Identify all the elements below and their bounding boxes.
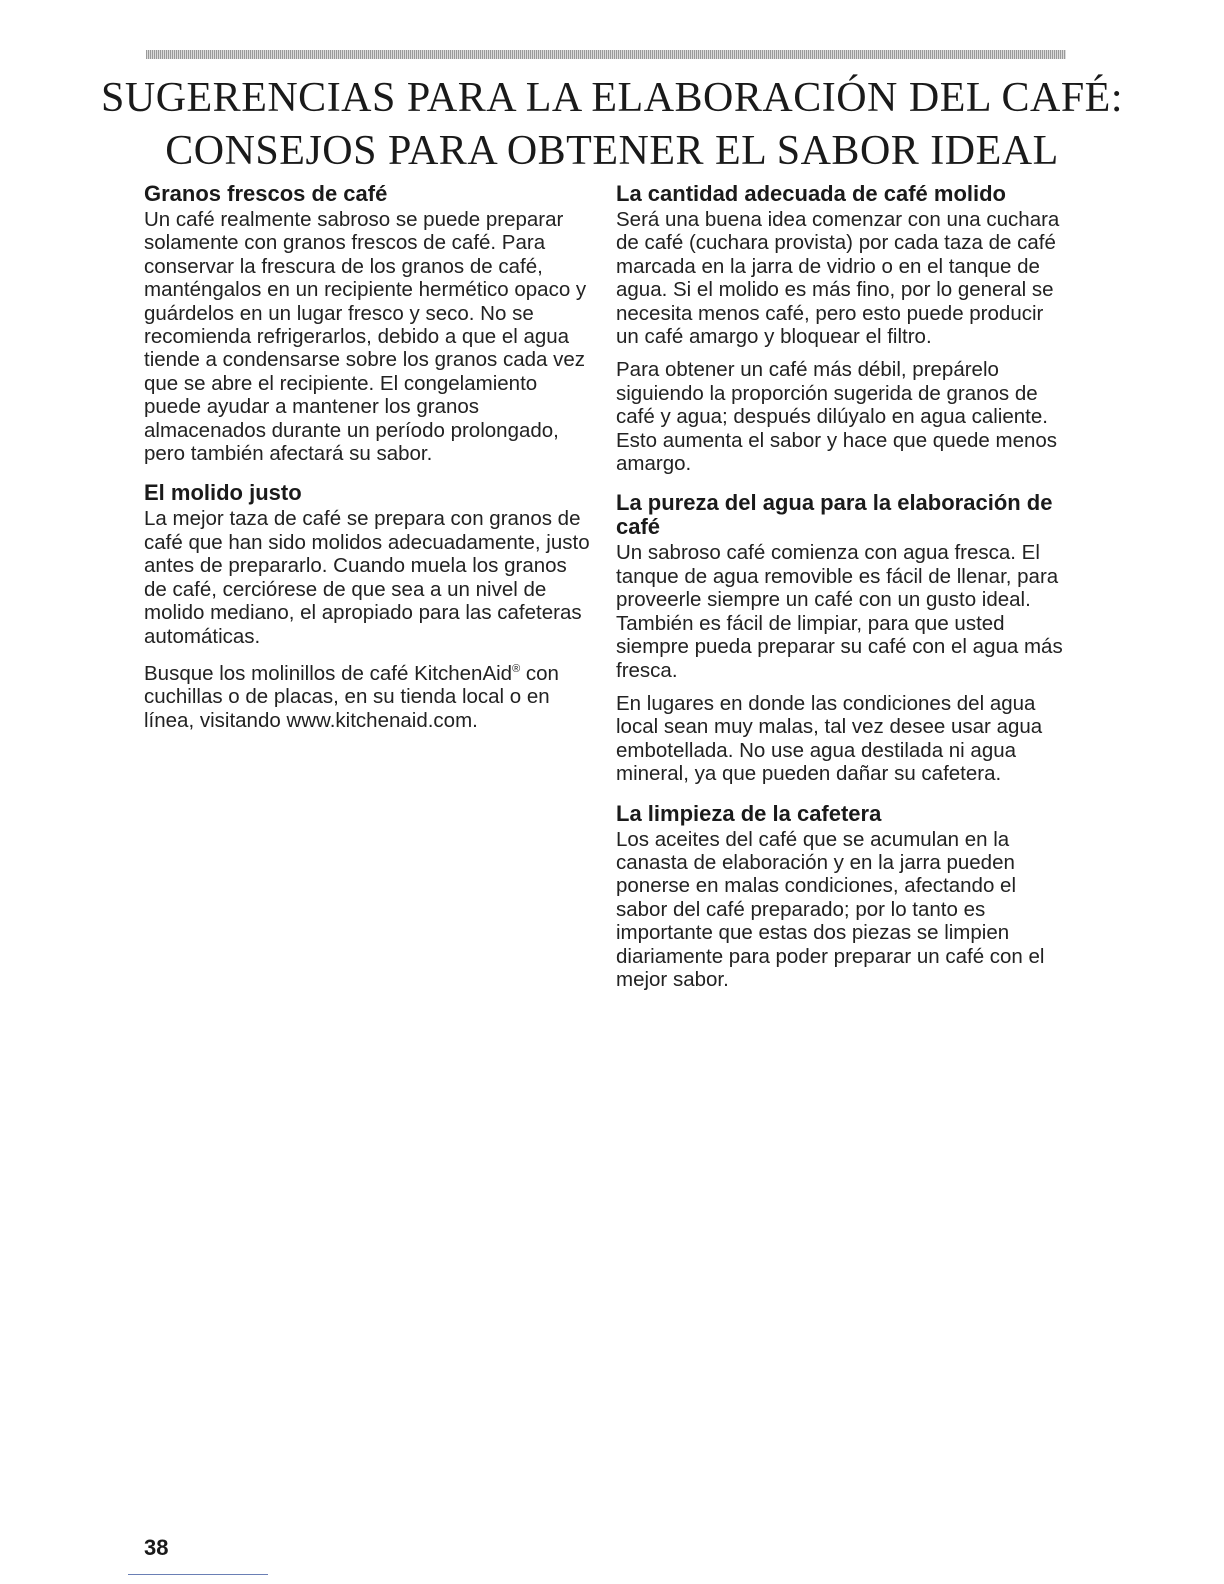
section-paragraph: En lugares en donde las condiciones del agua local sean muy malas, tal vez desee usar agua embotellada. No use agua destilada ni agua mineral, ya que pueden dañar su cafetera. — [616, 691, 1043, 786]
page-title — [100, 72, 1124, 178]
top-decorative-rule — [146, 50, 1066, 59]
page-number: 38 — [144, 1535, 169, 1560]
registered-mark: ® — [512, 662, 521, 675]
right-column — [616, 182, 1068, 1007]
left-column — [144, 182, 594, 748]
section-paragraph: La mejor taza de café se prepara con granos de café que han sido molidos adecuadamente, justo antes de prepararlo. Cuando muela los granos de café, cerciórese de que sea a un nivel de molido mediano, el apropiado para las cafeteras automáticas. — [144, 507, 590, 648]
section-paragraph: Para obtener un café más débil, prepárelo siguiendo la proporción sugerida de granos de café y agua; después dilúyalo en agua caliente. Esto aumenta el sabor y hace que quede menos amargo. — [616, 358, 1058, 476]
bottom-rule — [128, 1574, 268, 1575]
grinders-text-start: Busque los molinillos de café KitchenAid — [144, 661, 513, 685]
section-cleaning — [616, 802, 1068, 992]
section-heading: La limpieza de la cafetera — [616, 800, 882, 826]
section-coffee-amount — [616, 182, 1068, 475]
grinders-text-end: con cuchillas o de placas, en su tienda local o en línea, visitando www.kitchenaid.com. — [144, 661, 559, 732]
section-heading: La cantidad adecuada de café molido — [616, 181, 1006, 206]
section-paragraph: Un sabroso café comienza con agua fresca. El tanque de agua removible es fácil de llenar, para proveerle siempre un café con un gusto ideal. También es fácil de limpiar, para que usted siempre pueda preparar su café con el agua más fresca. — [616, 541, 1063, 682]
section-paragraph-grinders — [144, 658, 594, 732]
title-line-2: CONSEJOS PARA OBTENER EL SABOR IDEAL — [165, 128, 1059, 174]
section-right-grind — [144, 481, 594, 731]
section-heading: El molido justo — [144, 480, 302, 506]
section-heading: Granos frescos de café — [144, 181, 388, 206]
title-line-1: SUGERENCIAS PARA LA ELABORACIÓN DEL CAFÉ: — [101, 75, 1123, 121]
section-paragraph: Un café realmente sabroso se puede preparar solamente con granos frescos de café. Para conservar la frescura de los granos de café, manténgalos en un recipiente hermético opaco y guárdelos en un lugar fresco y seco. No se recomienda refrigerarlos, debido a que el agua tiende a condensarse sobre los granos cada vez que se abre el recipiente. El congelamiento puede ayudar a mantener los granos almacenados durante un período prolongado, pero también afectará su sabor. — [144, 208, 587, 466]
section-paragraph: Los aceites del café que se acumulan en la canasta de elaboración y en la jarra pueden ponerse en malas condiciones, afectando el sabor del café preparado; por lo tanto es importante que estas dos piezas se limpien diariamente para poder preparar un café con el mejor sabor. — [616, 827, 1045, 991]
section-paragraph: Será una buena idea comenzar con una cuchara de café (cuchara provista) por cada taza de café marcada en la jarra de vidrio o en el tanque de agua. Si el molido es más fino, por lo general se necesita menos café, pero esto puede producir un café amargo y bloquear el filtro. — [616, 208, 1060, 349]
section-fresh-beans — [144, 182, 594, 465]
section-water-purity — [616, 491, 1068, 785]
section-heading: La pureza del agua para la elaboración de café — [616, 490, 1053, 540]
